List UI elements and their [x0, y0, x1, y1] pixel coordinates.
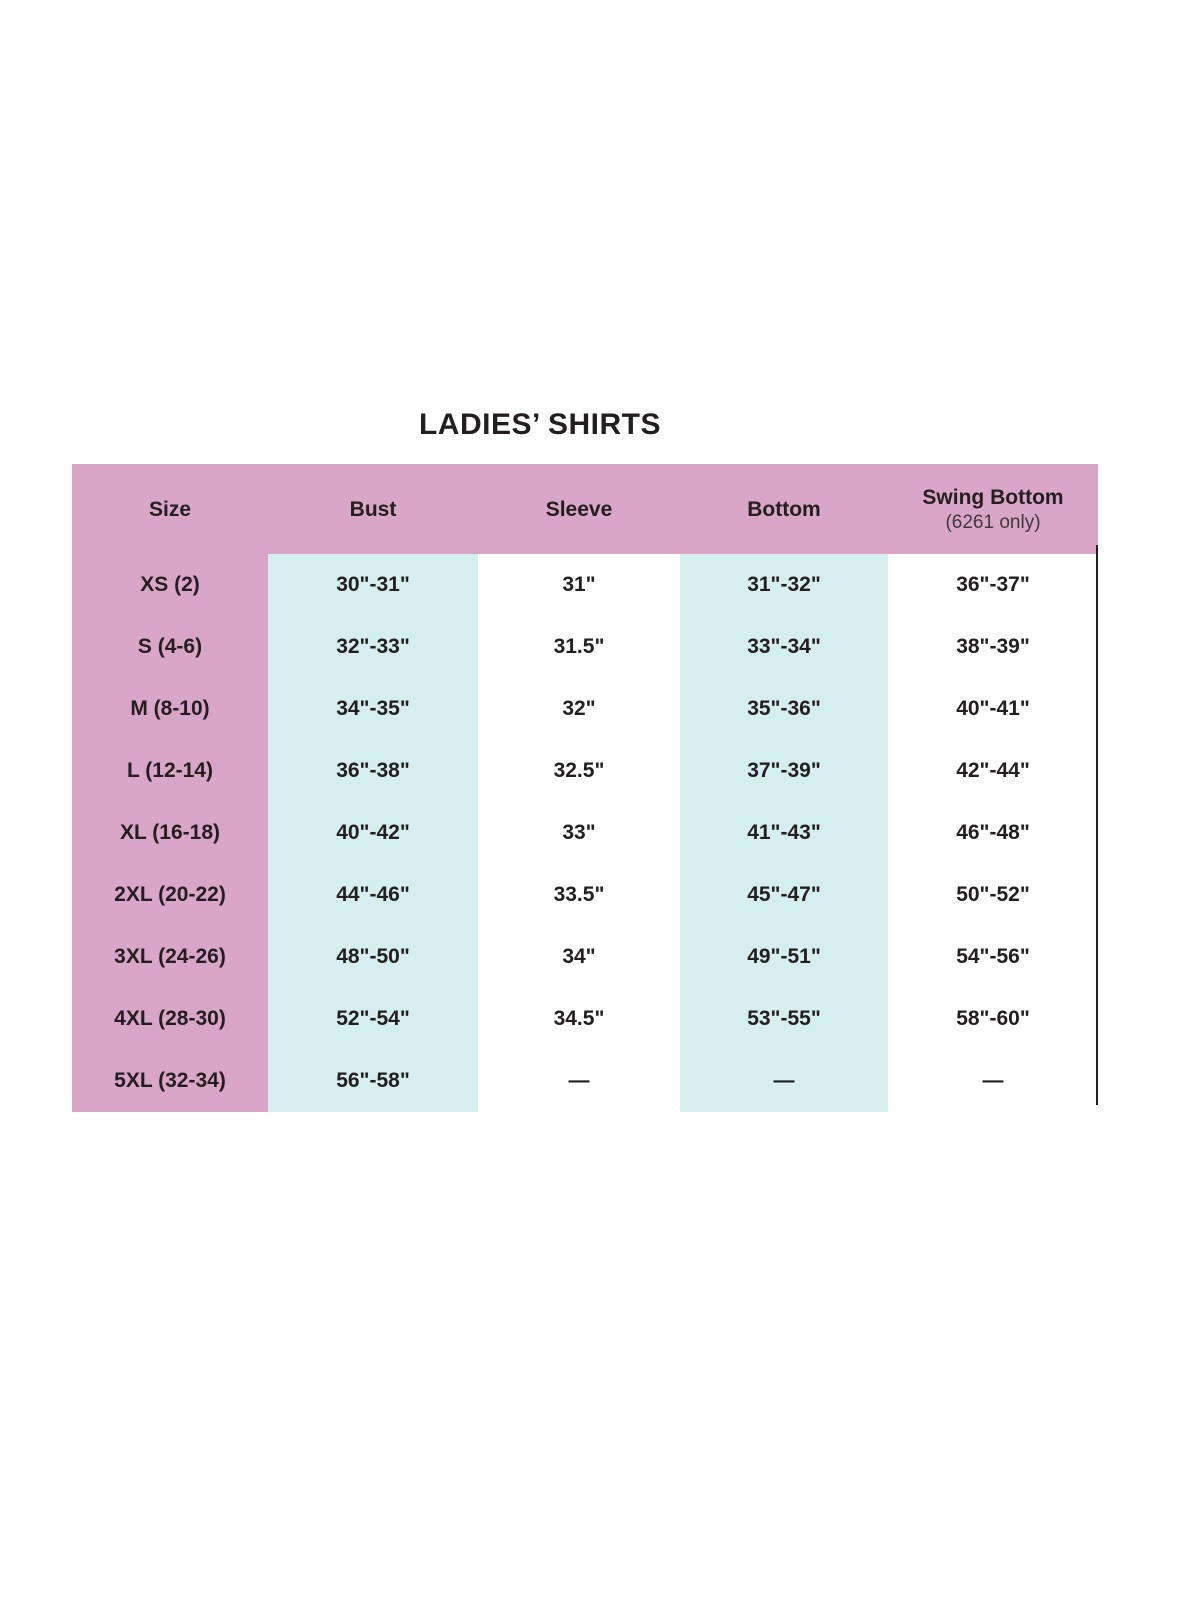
cell-sleeve: 33.5" — [478, 864, 680, 926]
cell-sleeve: 31" — [478, 554, 680, 616]
cell-size: XL (16-18) — [72, 802, 268, 864]
cell-swing-bottom: 58"-60" — [888, 988, 1098, 1050]
table-row — [72, 802, 1098, 864]
cell-bust: 30"-31" — [268, 554, 478, 616]
cell-size: 4XL (28-30) — [72, 988, 268, 1050]
cell-swing-bottom: — — [888, 1050, 1098, 1112]
cell-bottom: 35"-36" — [680, 678, 888, 740]
cell-sleeve: 32.5" — [478, 740, 680, 802]
column-header-size — [72, 464, 268, 554]
page-title: LADIES’ SHIRTS — [418, 408, 662, 441]
column-header-sleeve-label: Sleeve — [545, 498, 613, 521]
table-row — [72, 554, 1098, 616]
column-header-sleeve — [478, 464, 680, 554]
table-row — [72, 988, 1098, 1050]
table-row — [72, 864, 1098, 926]
cell-swing-bottom: 50"-52" — [888, 864, 1098, 926]
cell-swing-bottom: 54"-56" — [888, 926, 1098, 988]
cell-bust: 56"-58" — [268, 1050, 478, 1112]
cell-sleeve: — — [478, 1050, 680, 1112]
cell-bottom: 49"-51" — [680, 926, 888, 988]
cell-bust: 32"-33" — [268, 616, 478, 678]
cell-bust: 36"-38" — [268, 740, 478, 802]
cell-bottom: 41"-43" — [680, 802, 888, 864]
column-header-bottom-label: Bottom — [747, 498, 821, 521]
cell-bust: 44"-46" — [268, 864, 478, 926]
column-header-swing-bottom-label: Swing Bottom — [922, 486, 1064, 509]
cell-swing-bottom: 40"-41" — [888, 678, 1098, 740]
cell-bottom: 45"-47" — [680, 864, 888, 926]
cell-swing-bottom: 42"-44" — [888, 740, 1098, 802]
cell-bust: 48"-50" — [268, 926, 478, 988]
cell-bottom: 31"-32" — [680, 554, 888, 616]
table-row — [72, 678, 1098, 740]
table-row — [72, 616, 1098, 678]
column-header-swing-bottom — [888, 464, 1098, 554]
cell-size: M (8-10) — [72, 678, 268, 740]
cell-sleeve: 33" — [478, 802, 680, 864]
table-header — [72, 464, 1098, 554]
cell-bottom: — — [680, 1050, 888, 1112]
size-chart-container — [72, 408, 1098, 1112]
cell-swing-bottom: 38"-39" — [888, 616, 1098, 678]
cell-size: 5XL (32-34) — [72, 1050, 268, 1112]
size-chart-table — [72, 464, 1098, 1112]
column-header-swing-bottom-note: (6261 only) — [945, 512, 1041, 533]
cell-sleeve: 32" — [478, 678, 680, 740]
cell-size: S (4-6) — [72, 616, 268, 678]
table-right-border — [1096, 545, 1098, 1105]
cell-size: L (12-14) — [72, 740, 268, 802]
cell-bottom: 53"-55" — [680, 988, 888, 1050]
table-row — [72, 1050, 1098, 1112]
cell-bottom: 33"-34" — [680, 616, 888, 678]
cell-size: 2XL (20-22) — [72, 864, 268, 926]
cell-sleeve: 34.5" — [478, 988, 680, 1050]
cell-size: XS (2) — [72, 554, 268, 616]
cell-sleeve: 31.5" — [478, 616, 680, 678]
table-body — [72, 554, 1098, 1112]
cell-bust: 34"-35" — [268, 678, 478, 740]
column-header-bust-label: Bust — [349, 498, 397, 521]
column-header-bust — [268, 464, 478, 554]
table-row — [72, 926, 1098, 988]
cell-bust: 52"-54" — [268, 988, 478, 1050]
cell-sleeve: 34" — [478, 926, 680, 988]
cell-bust: 40"-42" — [268, 802, 478, 864]
cell-size: 3XL (24-26) — [72, 926, 268, 988]
cell-swing-bottom: 36"-37" — [888, 554, 1098, 616]
column-header-size-label: Size — [148, 498, 192, 521]
cell-bottom: 37"-39" — [680, 740, 888, 802]
table-row — [72, 740, 1098, 802]
table-header-row — [72, 464, 1098, 554]
cell-swing-bottom: 46"-48" — [888, 802, 1098, 864]
column-header-bottom — [680, 464, 888, 554]
